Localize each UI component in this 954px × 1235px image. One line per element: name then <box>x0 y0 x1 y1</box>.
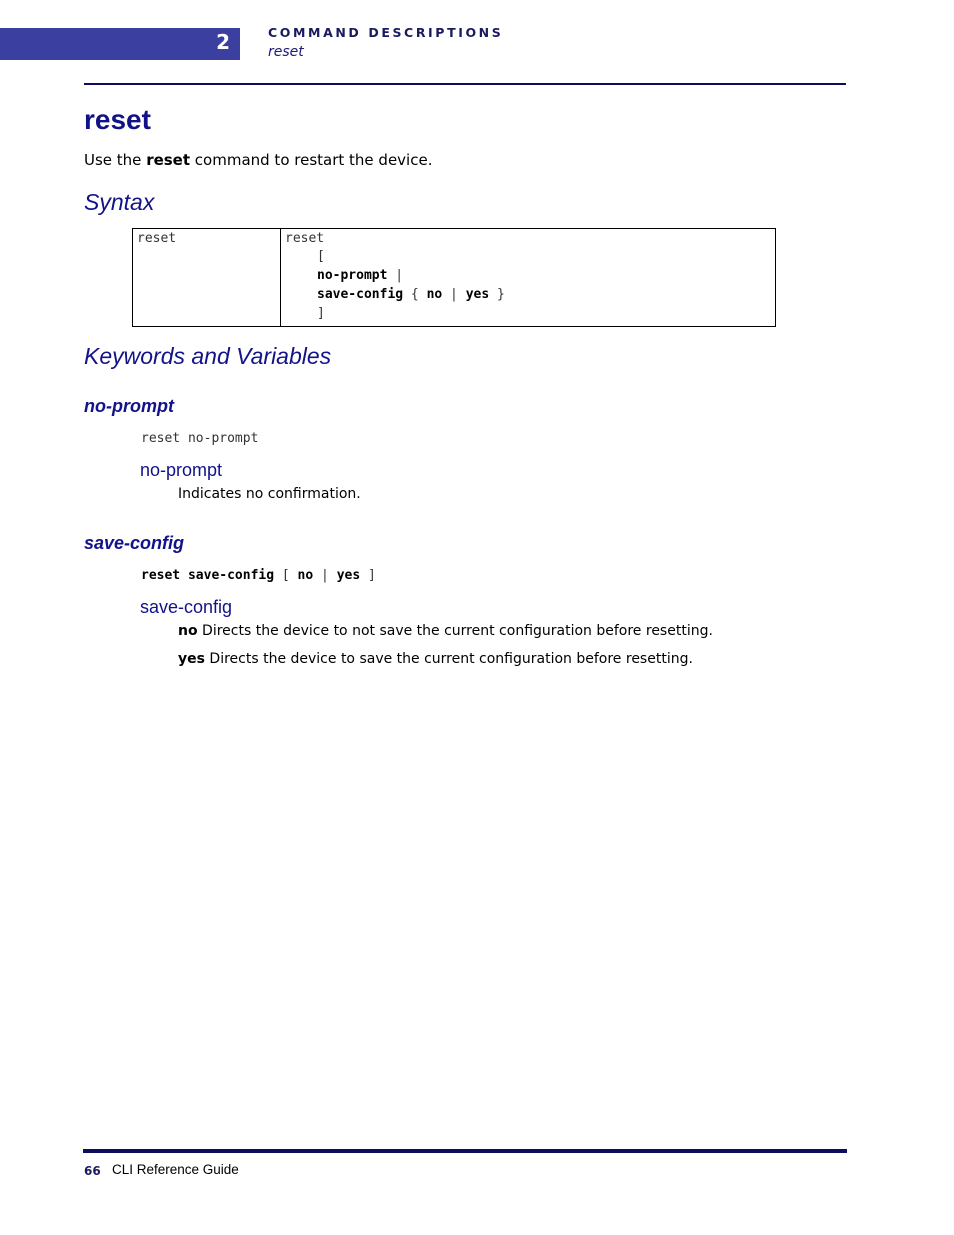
save-config-heading: save-config <box>84 533 185 553</box>
syntax-kw-yes: yes <box>465 287 490 302</box>
intro-suffix: command to restart the device. <box>190 151 433 169</box>
syntax-brace-open: { <box>403 287 427 302</box>
header-rule <box>84 83 846 85</box>
keywords-heading: Keywords and Variables <box>84 343 332 369</box>
save-config-bracket-open: [ <box>274 568 298 583</box>
save-config-option-yes <box>178 651 693 667</box>
option-value: yes <box>178 651 205 667</box>
save-config-cmd-yes: yes <box>336 568 361 583</box>
syntax-line-3 <box>317 266 403 285</box>
syntax-heading: Syntax <box>84 189 155 215</box>
no-prompt-heading: no-prompt <box>84 396 174 416</box>
footer-rule <box>83 1149 847 1153</box>
intro-prefix: Use the <box>84 151 147 169</box>
option-text: Directs the device to save the current configuration before resetting. <box>204 651 693 667</box>
save-config-cmd-no: no <box>297 568 314 583</box>
save-config-pipe: | <box>313 568 337 583</box>
syntax-left-cell: reset <box>137 231 177 246</box>
chapter-number: 2 <box>216 30 230 54</box>
syntax-kw-no-prompt: no-prompt <box>317 268 388 283</box>
no-prompt-description: Indicates no confirmation. <box>178 486 361 502</box>
syntax-pipe: | <box>442 287 466 302</box>
chapter-tab <box>0 28 240 60</box>
syntax-kw-no: no <box>426 287 443 302</box>
save-config-cmd-kw: reset save-config <box>141 568 275 583</box>
save-config-bracket-close: ] <box>360 568 376 583</box>
syntax-line-4 <box>317 285 505 304</box>
syntax-table <box>132 228 776 327</box>
syntax-table-divider <box>280 229 281 326</box>
syntax-line-2: [ <box>317 249 325 264</box>
save-config-param-name: save-config <box>140 597 233 617</box>
section-title: COMMAND DESCRIPTIONS <box>268 25 504 40</box>
syntax-kw-save-config: save-config <box>317 287 404 302</box>
syntax-line-5: ] <box>317 306 325 321</box>
guide-title: CLI Reference Guide <box>112 1162 239 1177</box>
intro-keyword: reset <box>146 151 191 169</box>
no-prompt-command: reset no-prompt <box>141 431 259 446</box>
intro-paragraph <box>84 151 432 169</box>
syntax-sep: | <box>387 268 404 283</box>
syntax-line-1: reset <box>285 231 325 246</box>
syntax-brace-close: } <box>489 287 505 302</box>
section-subtitle: reset <box>268 44 304 60</box>
option-value: no <box>178 623 198 639</box>
save-config-option-no <box>178 623 713 639</box>
page-number: 66 <box>84 1164 101 1178</box>
no-prompt-param-name: no-prompt <box>140 460 223 480</box>
page-title: reset <box>84 104 151 135</box>
save-config-command <box>141 568 376 583</box>
option-text: Directs the device to not save the current configuration before resetting. <box>197 623 713 639</box>
